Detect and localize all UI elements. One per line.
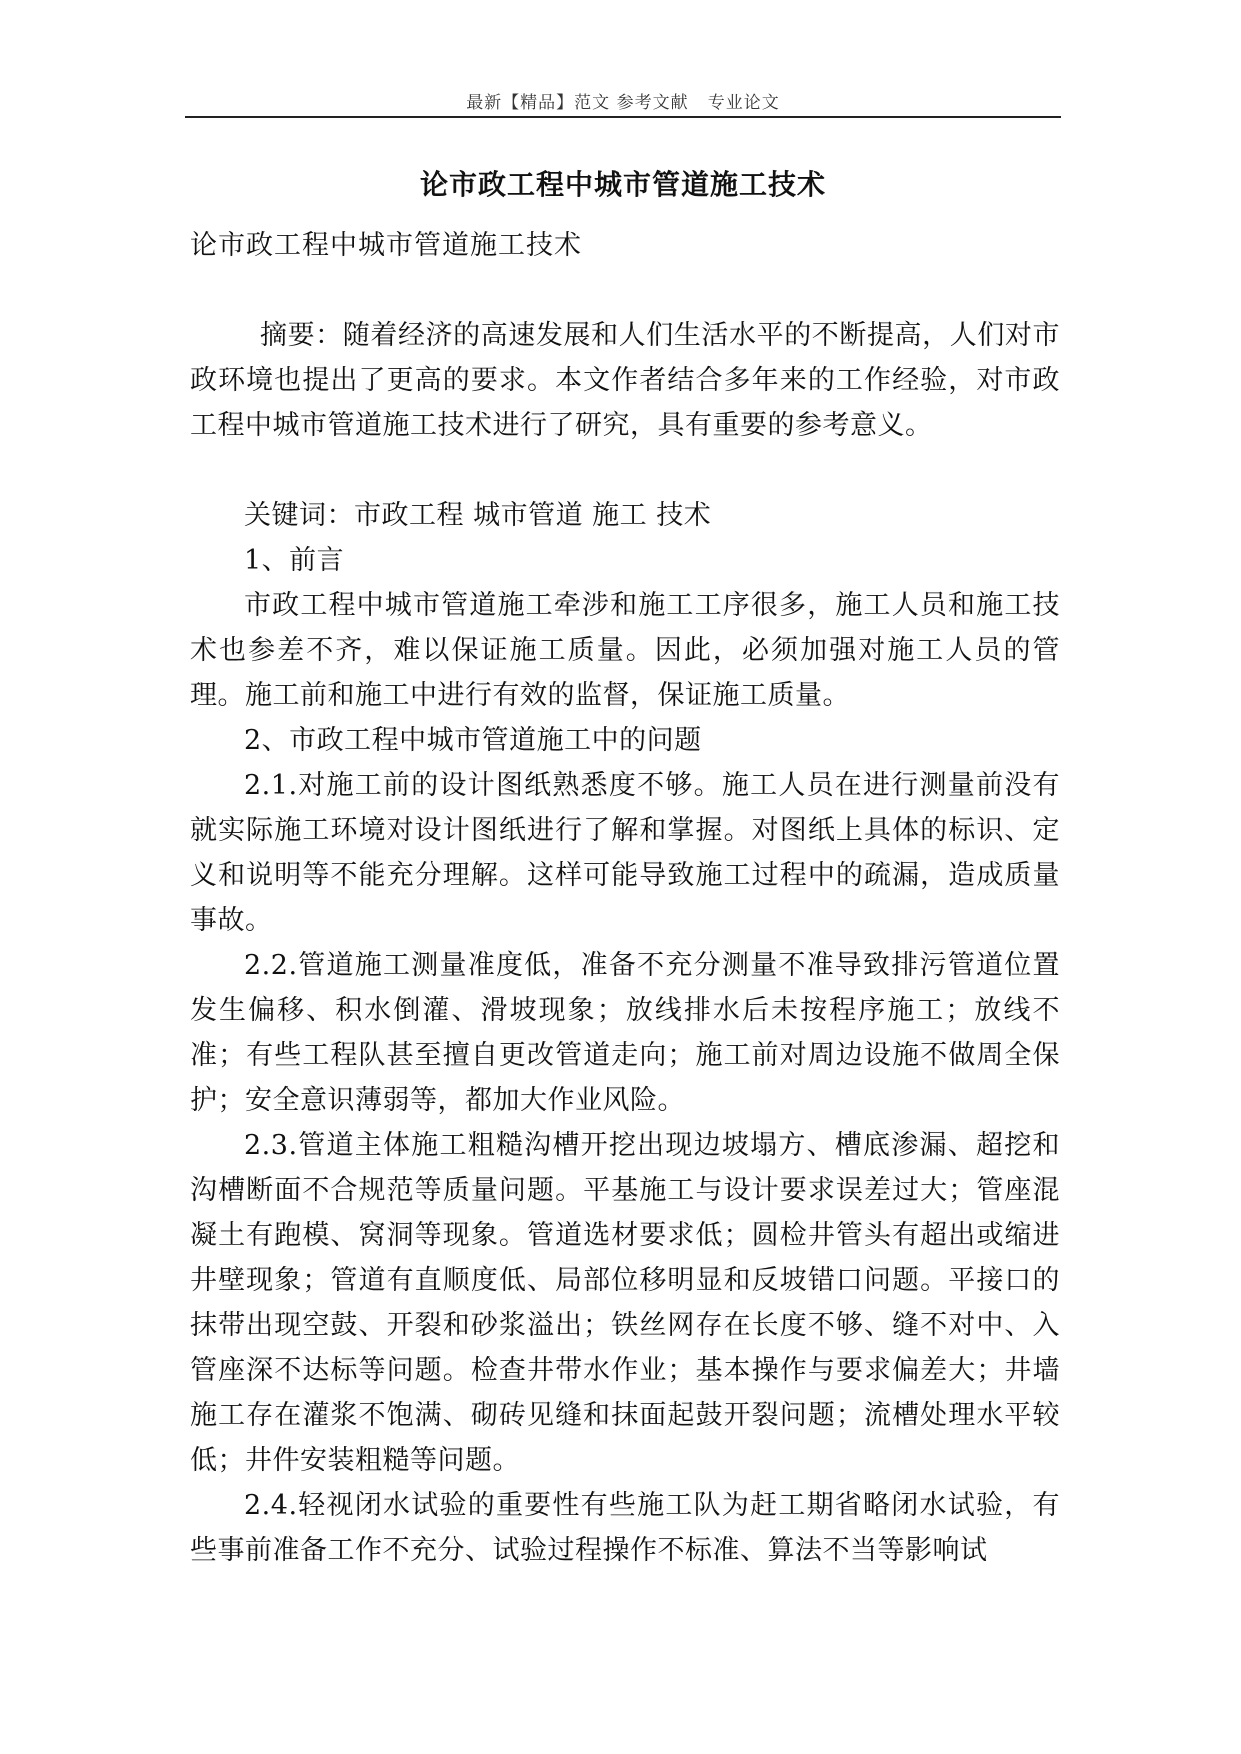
document-subtitle: 论市政工程中城市管道施工技术 xyxy=(190,230,582,261)
header-divider xyxy=(185,116,1061,118)
document-title: 论市政工程中城市管道施工技术 xyxy=(419,168,826,201)
section-2-heading: 2、市政工程中城市管道施工中的问题 xyxy=(244,725,702,756)
paragraph-2-4: 2.4.轻视闭水试验的重要性有些施工队为赶工期省略闭水试验，有些事前准备工作不充分、试验过程操作不标准、算法不当等影响试 xyxy=(190,1490,1060,1566)
paragraph-2-3: 2.3.管道主体施工粗糙沟槽开挖出现边坡塌方、槽底渗漏、超挖和沟槽断面不合规范等质量问题。平基施工与设计要求误差过大；管座混凝土有跑模、窝洞等现象。管道选材要求低；圆检井管头有超出或缩进井壁现象；管道有直顺度低、局部位移明显和反坡错口问题。平接口的抹带出现空鼓、开裂和砂浆溢出；铁丝网存在长度不够、缝不对中、入管座深不达标等问题。检查井带水作业；基本操作与要求偏差大；井墙施工存在灌浆不饱满、砌砖见缝和抹面起鼓开裂问题；流槽处理水平较低；井件安装粗糙等问题。 xyxy=(190,1130,1060,1476)
keywords-line: 关键词：市政工程 城市管道 施工 技术 xyxy=(244,500,712,531)
section-1-paragraph: 市政工程中城市管道施工牵涉和施工工序很多，施工人员和施工技术也参差不齐，难以保证施工质量。因此，必须加强对施工人员的管理。施工前和施工中进行有效的监督，保证施工质量。 xyxy=(190,590,1060,711)
paragraph-2-1: 2.1.对施工前的设计图纸熟悉度不够。施工人员在进行测量前没有就实际施工环境对设计图纸进行了解和掌握。对图纸上具体的标识、定义和说明等不能充分理解。这样可能导致施工过程中的疏漏，造成质量事故。 xyxy=(190,770,1060,936)
paragraph-2-2: 2.2.管道施工测量准度低，准备不充分测量不准导致排污管道位置发生偏移、积水倒灌、滑坡现象；放线排水后未按程序施工；放线不准；有些工程队甚至擅自更改管道走向；施工前对周边设施不做周全保护；安全意识薄弱等，都加大作业风险。 xyxy=(190,950,1060,1116)
section-1-heading: 1、前言 xyxy=(244,545,345,576)
abstract-paragraph: 摘要：随着经济的高速发展和人们生活水平的不断提高，人们对市政环境也提出了更高的要求。本文作者结合多年来的工作经验，对市政工程中城市管道施工技术进行了研究，具有重要的参考意义。 xyxy=(190,320,1060,441)
document-body xyxy=(190,313,1060,1573)
page-header-banner: 最新【精品】范文 参考文献 专业论文 xyxy=(466,93,780,113)
